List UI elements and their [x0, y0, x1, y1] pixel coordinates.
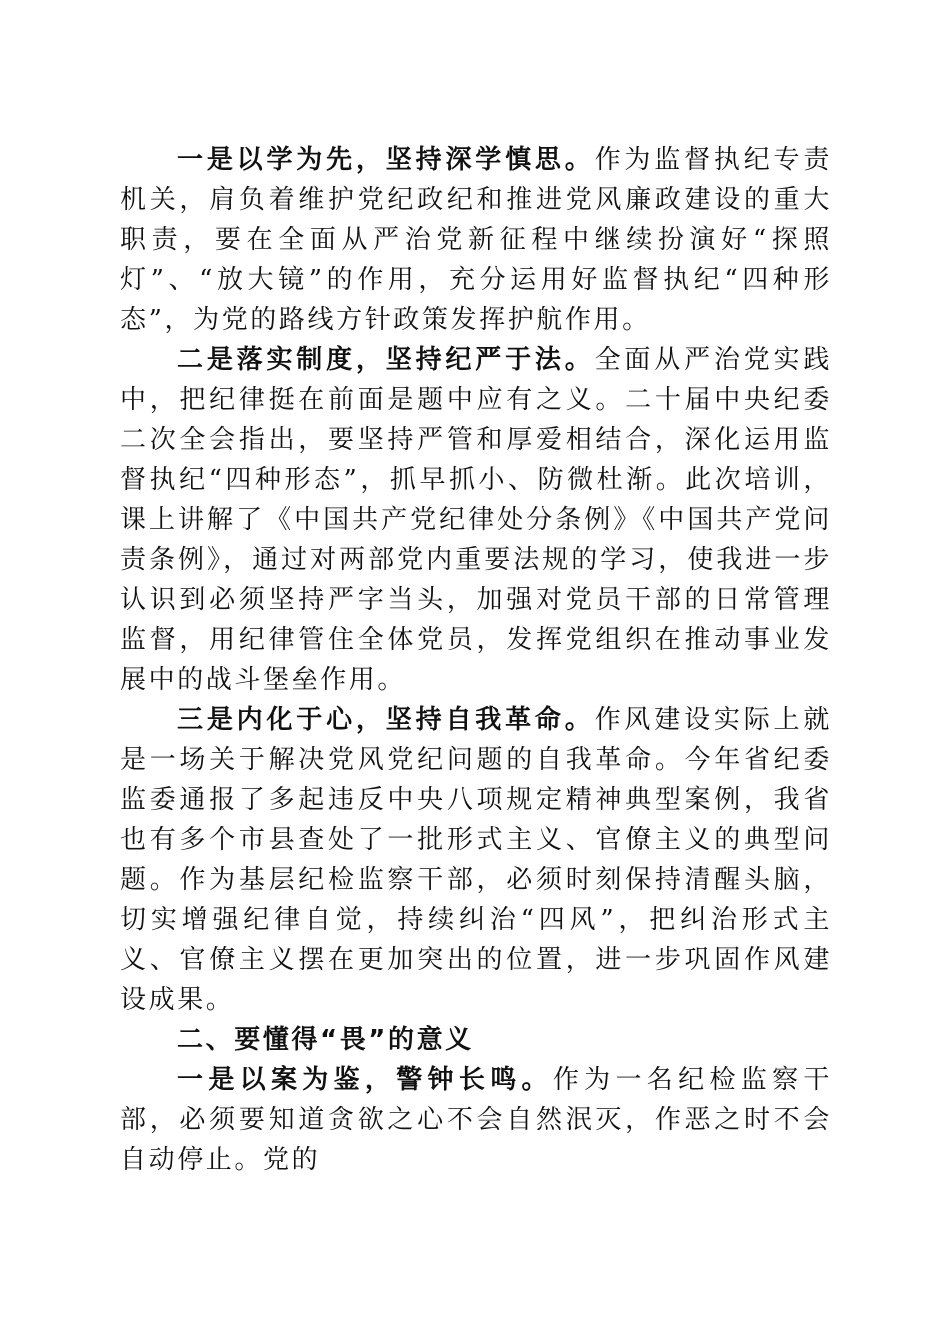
paragraph-3-body: 作风建设实际上就是一场关于解决党风党纪问题的自我革命。今年省纪委监委通报了多起违反中央八项规定精神典型案例，我省也有多个市县查处了一批形式主义、官僚主义的典型问题。作为基层纪检监察干部，必须时刻保持清醒头脑，切实增强纪律自觉，持续纠治“四风”，把纠治形式主义、官僚主义摆在更加突出的位置，进一步巩固作风建设成果。 [120, 705, 832, 1015]
document-body [120, 140, 832, 1180]
paragraph-2-lead: 二是落实制度，坚持纪严于法。 [177, 345, 595, 375]
paragraph-1-body: 作为监督执纪专责机关，肩负着维护党纪政纪和推进党风廉政建设的重大职责，要在全面从严治党新征程中继续扮演好“探照灯”、“放大镜”的作用，充分运用好监督执纪“四种形态”，为党的路线方针政策发挥护航作用。 [120, 145, 832, 335]
paragraph-4-body: 作为一名纪检监察干部，必须要知道贪欲之心不会自然泯灭，作恶之时不会自动停止。党的 [120, 1065, 833, 1175]
paragraph-1 [120, 140, 832, 340]
paragraph-3 [120, 700, 832, 1020]
section-heading: 二、要懂得“畏”的意义 [177, 1025, 474, 1055]
paragraph-4-lead: 一是以案为鉴，警钟长鸣。 [177, 1065, 553, 1095]
paragraph-4 [120, 1060, 832, 1180]
paragraph-2 [120, 340, 832, 700]
paragraph-2-body: 全面从严治党实践中，把纪律挺在前面是题中应有之义。二十届中央纪委二次全会指出，要坚持严管和厚爱相结合，深化运用监督执纪“四种形态”，抓早抓小、防微杜渐。此次培训，课上讲解了《中国共产党纪律处分条例》《中国共产党问责条例》，通过对两部党内重要法规的学习，使我进一步认识到必须坚持严字当头，加强对党员干部的日常管理监督，用纪律管住全体党员，发挥党组织在推动事业发展中的战斗堡垒作用。 [120, 345, 832, 695]
paragraph-1-lead: 一是以学为先，坚持深学慎思。 [177, 145, 595, 175]
paragraph-3-lead: 三是内化于心，坚持自我革命。 [177, 705, 595, 735]
